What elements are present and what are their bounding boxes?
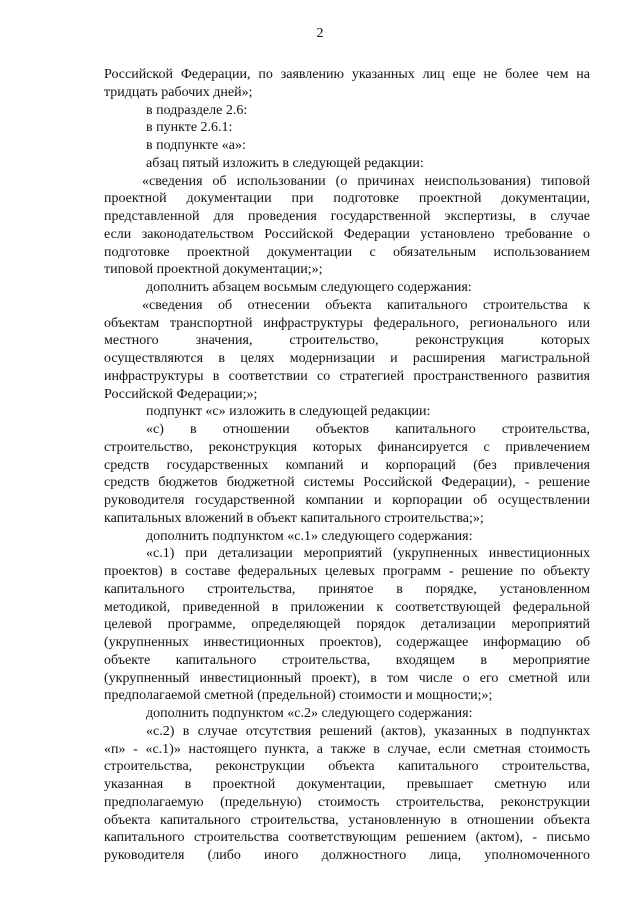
text-line: руководителя государственной компании и корпорации об осуществлении: [104, 493, 590, 508]
text-line: «сведения об отнесении объекта капитального строительства к: [142, 297, 590, 313]
text-line: инфраструктуры в соответствии со стратегией пространственного развития: [104, 368, 590, 384]
text-line: средств государственных компаний и корпораций (без привлечения: [104, 457, 590, 473]
text-line: указанная в проектной документации, превышает сметную или: [104, 777, 590, 792]
text-line: капитальных вложений в объект капитального строительства;»;: [104, 510, 484, 526]
text-line: средств бюджетов бюджетной системы Российской Федерации), - решение: [104, 475, 590, 491]
text-line: Российской Федерации;»;: [104, 386, 258, 402]
text-line: подготовке проектной документации с обязательным использованием: [104, 244, 590, 260]
text-line: дополнить подпунктом «с.2» следующего содержания:: [146, 706, 473, 721]
text-line: проектной документации при подготовке проектной документации,: [104, 191, 590, 207]
text-line: типовой проектной документации;»;: [104, 262, 323, 278]
text-line: осуществляются в целях модернизации и расширения магистральной: [104, 351, 590, 366]
text-line: капитального строительства соответствующим решением (актом), - письмо: [104, 830, 590, 846]
text-line: тридцать рабочих дней»;: [104, 84, 253, 100]
text-line: дополнить абзацем восьмым следующего содержания:: [146, 280, 472, 295]
text-line: проектов) в составе федеральных целевых программ - решение по объекту: [104, 564, 590, 579]
text-line: (укрупненный инвестиционный проект), в том числе о его сметной или: [104, 670, 590, 686]
text-line: представленной для проведения государственной экспертизы, в случае: [104, 209, 590, 224]
text-line: подпункт «с» изложить в следующей редакции:: [146, 404, 431, 420]
text-line: объекта капитального строительства, установленную в отношении объекта: [104, 812, 590, 828]
document-body: [104, 66, 590, 865]
text-line: строительство, реконструкция которых финансируется с привлечением: [104, 439, 590, 455]
text-line: в подразделе 2.6:: [146, 102, 248, 118]
text-line: «с) в отношении объектов капитального строительства,: [146, 422, 590, 437]
text-line: абзац пятый изложить в следующей редакции:: [146, 155, 424, 171]
text-line: «сведения об использовании (о причинах неиспользования) типовой: [142, 173, 590, 189]
page-number: 2: [316, 26, 324, 41]
text-line: руководителя (либо иного должностного лица, уполномоченного: [104, 848, 590, 863]
text-line: местного значения, строительство, реконструкция которых: [104, 333, 590, 349]
text-line: в подпункте «а»:: [146, 138, 246, 153]
text-line: предполагаемую (предельную) стоимость строительства, реконструкции: [104, 794, 590, 810]
text-line: в пункте 2.6.1:: [146, 120, 233, 136]
text-line: предполагаемой сметной (предельной) стоимости и мощности;»;: [104, 688, 493, 704]
text-line: целевой программе, определяющей порядок детализации мероприятий: [104, 617, 590, 633]
text-line: Российской Федерации, по заявлению указанных лиц еще не более чем на: [104, 67, 590, 82]
text-line: «с.2) в случае отсутствия решений (актов), указанных в подпунктах: [146, 723, 590, 739]
text-line: если законодательством Российской Федерации установлено требование о: [104, 226, 590, 242]
text-line: «п» - «с.1)» настоящего пункта, а также в случае, если сметная стоимость: [104, 741, 590, 757]
text-line: (укрупненных инвестиционных проектов), содержащее информацию об: [104, 635, 590, 650]
text-line: капитального строительства, принятое в порядке, установленном: [104, 581, 590, 597]
text-line: методикой, приведенной в приложении к соответствующей федеральной: [104, 599, 590, 615]
text-line: дополнить подпунктом «с.1» следующего содержания:: [146, 528, 473, 544]
text-line: «с.1) при детализации мероприятий (укрупненных инвестиционных: [146, 546, 590, 562]
text-line: объектам транспортной инфраструктуры федерального, регионального или: [104, 315, 590, 331]
text-line: строительства, реконструкции объекта капитального строительства,: [104, 759, 590, 775]
text-line: объекте капитального строительства, входящем в мероприятие: [104, 652, 590, 668]
